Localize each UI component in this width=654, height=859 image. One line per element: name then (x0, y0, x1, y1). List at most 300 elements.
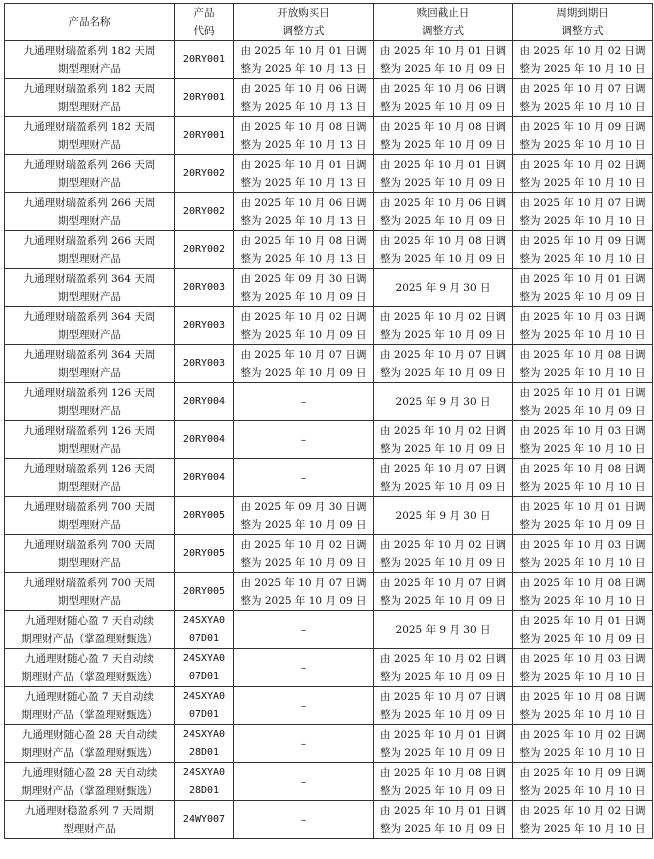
cell-maturity (513, 345, 653, 383)
cell-product-name (5, 573, 175, 611)
cell-product-code (175, 117, 234, 155)
table-row (5, 79, 653, 117)
cell-maturity-line: 整为 2025 年 10 月 10 日 (519, 442, 646, 455)
cell-redemption-cutoff-line: 由 2025 年 10 月 01 日调 (380, 804, 506, 817)
cell-product-code (175, 345, 234, 383)
cell-product-code (175, 611, 234, 649)
cell-maturity-line: 由 2025 年 10 月 02 日调 (519, 44, 646, 57)
cell-product-code (175, 421, 234, 459)
cell-product-name-line: 期型理财产品 (58, 480, 121, 493)
cell-maturity-line: 整为 2025 年 10 月 10 日 (519, 708, 646, 721)
cell-redemption-cutoff (374, 231, 513, 269)
cell-product-name-line: 九通理财瑞盈系列 182 天周 (23, 82, 156, 95)
cell-product-code-line: 20RY005 (182, 585, 226, 597)
cell-product-name-line: 九通理财随心盈 28 天自动续 (21, 766, 158, 779)
header-product-name: 产品名称 (5, 4, 175, 41)
cell-redemption-cutoff (374, 687, 513, 725)
cell-open-purchase (234, 307, 374, 345)
cell-open-purchase (234, 193, 374, 231)
cell-open-purchase (234, 345, 374, 383)
cell-redemption-cutoff-line: 由 2025 年 10 月 08 日调 (380, 766, 506, 779)
cell-product-code-line: 20RY002 (182, 205, 226, 217)
cell-open-purchase-line: – (300, 699, 307, 712)
cell-maturity-line: 由 2025 年 10 月 01 日调 (519, 386, 646, 399)
cell-product-code-line: 24SXYA0 (182, 690, 226, 702)
cell-redemption-cutoff-line: 由 2025 年 10 月 07 日调 (380, 576, 506, 589)
cell-redemption-cutoff-line: 整为 2025 年 10 月 09 日 (380, 100, 506, 113)
cell-maturity-line: 由 2025 年 10 月 08 日调 (519, 690, 646, 703)
cell-redemption-cutoff-line: 整为 2025 年 10 月 09 日 (380, 556, 506, 569)
cell-product-name (5, 41, 175, 79)
cell-open-purchase (234, 611, 374, 649)
cell-redemption-cutoff (374, 801, 513, 839)
cell-redemption-cutoff (374, 421, 513, 459)
cell-open-purchase-line: 整为 2025 年 10 月 13 日 (240, 176, 367, 189)
cell-open-purchase (234, 269, 374, 307)
cell-redemption-cutoff-line: 由 2025 年 10 月 07 日调 (380, 348, 506, 361)
cell-maturity-line: 由 2025 年 10 月 08 日调 (519, 348, 646, 361)
cell-product-name-line: 九通理财瑞盈系列 266 天周 (23, 196, 156, 209)
cell-open-purchase (234, 41, 374, 79)
cell-open-purchase-line: – (300, 661, 307, 674)
cell-open-purchase-line: – (300, 623, 307, 636)
cell-open-purchase-line: 由 2025 年 10 月 01 日调 (240, 158, 367, 171)
cell-open-purchase (234, 535, 374, 573)
table-row (5, 155, 653, 193)
cell-product-name-line: 期型理财产品 (58, 328, 121, 341)
table-row (5, 307, 653, 345)
cell-redemption-cutoff (374, 763, 513, 801)
cell-product-name (5, 649, 175, 687)
cell-product-name-line: 期型理财产品 (58, 214, 121, 227)
cell-product-name (5, 307, 175, 345)
cell-maturity (513, 649, 653, 687)
cell-product-code (175, 573, 234, 611)
cell-redemption-cutoff-line: 整为 2025 年 10 月 09 日 (380, 746, 506, 759)
cell-product-code-line: 24SXYA0 (182, 728, 226, 740)
cell-product-code (175, 763, 234, 801)
cell-product-code-line: 20RY002 (182, 243, 226, 255)
cell-open-purchase (234, 687, 374, 725)
cell-redemption-cutoff-line: 由 2025 年 10 月 02 日调 (380, 424, 506, 437)
cell-maturity (513, 155, 653, 193)
cell-maturity-line: 由 2025 年 10 月 02 日调 (519, 728, 646, 741)
cell-maturity-line: 由 2025 年 10 月 08 日调 (519, 462, 646, 475)
cell-product-name-line: 九通理财瑞盈系列 364 天周 (23, 310, 156, 323)
cell-open-purchase-line: 由 2025 年 10 月 07 日调 (240, 576, 367, 589)
cell-product-name-line: 九通理财瑞盈系列 700 天周 (23, 500, 156, 513)
cell-maturity (513, 801, 653, 839)
cell-product-name (5, 801, 175, 839)
cell-maturity-line: 由 2025 年 10 月 01 日调 (519, 272, 646, 285)
cell-product-name (5, 763, 175, 801)
cell-redemption-cutoff-line: 整为 2025 年 10 月 09 日 (380, 138, 506, 151)
cell-open-purchase-line: 整为 2025 年 10 月 09 日 (240, 518, 367, 531)
cell-maturity (513, 269, 653, 307)
cell-maturity (513, 41, 653, 79)
cell-product-name-line: 期理财产品（掌盈理财甄选） (21, 746, 158, 759)
cell-product-name-line: 九通理财瑞盈系列 700 天周 (23, 538, 156, 551)
cell-redemption-cutoff (374, 649, 513, 687)
table-row (5, 649, 653, 687)
table-row (5, 497, 653, 535)
cell-maturity-line: 由 2025 年 10 月 02 日调 (519, 158, 646, 171)
cell-maturity-line: 由 2025 年 10 月 02 日调 (519, 804, 646, 817)
cell-maturity-line: 由 2025 年 10 月 08 日调 (519, 576, 646, 589)
cell-redemption-cutoff-line: 由 2025 年 10 月 07 日调 (380, 462, 506, 475)
cell-maturity (513, 117, 653, 155)
cell-redemption-cutoff-line: 由 2025 年 10 月 07 日调 (380, 690, 506, 703)
table-row (5, 687, 653, 725)
cell-product-name-line: 九通理财随心盈 28 天自动续 (21, 728, 158, 741)
cell-product-code (175, 79, 234, 117)
cell-product-name (5, 79, 175, 117)
cell-product-name-line: 九通理财瑞盈系列 364 天周 (23, 348, 156, 361)
cell-redemption-cutoff-line: 由 2025 年 10 月 06 日调 (380, 82, 506, 95)
cell-product-code-line: 20RY003 (182, 357, 226, 369)
cell-product-name-line: 期型理财产品 (58, 252, 121, 265)
cell-product-name (5, 459, 175, 497)
cell-open-purchase-line: – (300, 813, 307, 826)
cell-product-name (5, 421, 175, 459)
table-row (5, 41, 653, 79)
cell-maturity-line: 整为 2025 年 10 月 10 日 (519, 556, 646, 569)
cell-open-purchase-line: 整为 2025 年 10 月 13 日 (240, 100, 367, 113)
cell-open-purchase (234, 117, 374, 155)
cell-product-code (175, 41, 234, 79)
cell-product-code (175, 193, 234, 231)
cell-open-purchase-line: 整为 2025 年 10 月 09 日 (240, 556, 367, 569)
cell-open-purchase-line: 整为 2025 年 10 月 13 日 (240, 138, 367, 151)
cell-product-name-line: 期理财产品（掌盈理财甄选） (21, 632, 158, 645)
cell-redemption-cutoff (374, 269, 513, 307)
cell-redemption-cutoff (374, 155, 513, 193)
cell-open-purchase-line: 由 2025 年 09 月 30 日调 (240, 500, 367, 513)
cell-maturity-line: 整为 2025 年 10 月 09 日 (519, 290, 646, 303)
cell-product-code-line: 20RY004 (182, 395, 226, 407)
cell-product-name-line: 九通理财稳盈系列 7 天周期 (25, 804, 154, 817)
cell-open-purchase-line: – (300, 395, 307, 408)
cell-product-code-line: 28D01 (188, 746, 220, 758)
cell-redemption-cutoff-line: 由 2025 年 10 月 02 日调 (380, 310, 506, 323)
cell-product-code-line: 24SXYA0 (182, 652, 226, 664)
cell-open-purchase-line: 由 2025 年 10 月 07 日调 (240, 348, 367, 361)
cell-maturity-line: 整为 2025 年 10 月 10 日 (519, 822, 646, 835)
cell-redemption-cutoff (374, 117, 513, 155)
cell-open-purchase-line: 整为 2025 年 10 月 09 日 (240, 290, 367, 303)
cell-product-name (5, 269, 175, 307)
cell-open-purchase-line: 整为 2025 年 10 月 13 日 (240, 252, 367, 265)
cell-product-name (5, 345, 175, 383)
cell-product-name-line: 九通理财瑞盈系列 266 天周 (23, 158, 156, 171)
cell-open-purchase (234, 421, 374, 459)
cell-redemption-cutoff (374, 193, 513, 231)
cell-open-purchase (234, 155, 374, 193)
cell-product-name-line: 期型理财产品 (58, 518, 121, 531)
cell-product-name-line: 九通理财瑞盈系列 126 天周 (23, 424, 156, 437)
cell-product-code-line: 20RY001 (182, 129, 226, 141)
table-row (5, 459, 653, 497)
cell-open-purchase (234, 763, 374, 801)
header-redemption-cutoff: 赎回截止日 调整方式 (374, 4, 513, 41)
cell-product-code-line: 07D01 (188, 632, 220, 644)
cell-open-purchase-line: 整为 2025 年 10 月 09 日 (240, 328, 367, 341)
cell-maturity-line: 整为 2025 年 10 月 10 日 (519, 746, 646, 759)
cell-maturity-line: 由 2025 年 10 月 09 日调 (519, 120, 646, 133)
cell-redemption-cutoff (374, 497, 513, 535)
cell-redemption-cutoff-line: 2025 年 9 月 30 日 (395, 281, 491, 294)
cell-product-code-line: 20RY003 (182, 281, 226, 293)
header-row (5, 4, 653, 41)
cell-product-name-line: 九通理财瑞盈系列 364 天周 (23, 272, 156, 285)
cell-open-purchase (234, 383, 374, 421)
cell-maturity-line: 整为 2025 年 10 月 10 日 (519, 784, 646, 797)
cell-open-purchase-line: 由 2025 年 10 月 08 日调 (240, 120, 367, 133)
cell-product-code-line: 24WY007 (182, 813, 226, 825)
cell-maturity (513, 687, 653, 725)
cell-open-purchase-line: – (300, 775, 307, 788)
cell-open-purchase (234, 459, 374, 497)
table-row (5, 117, 653, 155)
cell-maturity-line: 由 2025 年 10 月 03 日调 (519, 652, 646, 665)
cell-open-purchase (234, 801, 374, 839)
cell-redemption-cutoff (374, 611, 513, 649)
cell-redemption-cutoff-line: 整为 2025 年 10 月 09 日 (380, 822, 506, 835)
cell-product-code-line: 20RY002 (182, 167, 226, 179)
cell-maturity-line: 整为 2025 年 10 月 10 日 (519, 328, 646, 341)
cell-maturity-line: 整为 2025 年 10 月 10 日 (519, 594, 646, 607)
table-row (5, 231, 653, 269)
cell-redemption-cutoff (374, 535, 513, 573)
cell-product-name (5, 193, 175, 231)
cell-maturity-line: 整为 2025 年 10 月 10 日 (519, 480, 646, 493)
cell-redemption-cutoff (374, 41, 513, 79)
header-product-code: 产品 代码 (175, 4, 234, 41)
cell-product-code-line: 28D01 (188, 784, 220, 796)
cell-maturity-line: 整为 2025 年 10 月 10 日 (519, 252, 646, 265)
cell-product-code (175, 535, 234, 573)
cell-maturity (513, 535, 653, 573)
cell-redemption-cutoff (374, 383, 513, 421)
cell-product-code-line: 20RY004 (182, 471, 226, 483)
cell-open-purchase (234, 573, 374, 611)
cell-redemption-cutoff-line: 整为 2025 年 10 月 09 日 (380, 442, 506, 455)
cell-redemption-cutoff-line: 整为 2025 年 10 月 09 日 (380, 214, 506, 227)
cell-open-purchase (234, 79, 374, 117)
cell-redemption-cutoff-line: 由 2025 年 10 月 06 日调 (380, 196, 506, 209)
cell-product-name-line: 期型理财产品 (58, 366, 121, 379)
cell-product-code (175, 459, 234, 497)
cell-maturity-line: 由 2025 年 10 月 03 日调 (519, 538, 646, 551)
cell-redemption-cutoff (374, 79, 513, 117)
cell-redemption-cutoff-line: 由 2025 年 10 月 01 日调 (380, 44, 506, 57)
cell-open-purchase (234, 497, 374, 535)
table-row (5, 269, 653, 307)
cell-maturity (513, 193, 653, 231)
cell-product-code (175, 497, 234, 535)
cell-product-name-line: 期型理财产品 (58, 100, 121, 113)
cell-open-purchase-line: – (300, 433, 307, 446)
cell-product-name (5, 231, 175, 269)
cell-product-name-line: 九通理财瑞盈系列 182 天周 (23, 44, 156, 57)
cell-open-purchase-line: 由 2025 年 10 月 02 日调 (240, 310, 367, 323)
cell-maturity-line: 由 2025 年 10 月 03 日调 (519, 424, 646, 437)
header-maturity: 周期到期日 调整方式 (513, 4, 653, 41)
cell-maturity-line: 整为 2025 年 10 月 10 日 (519, 670, 646, 683)
cell-open-purchase (234, 649, 374, 687)
cell-redemption-cutoff (374, 345, 513, 383)
cell-open-purchase (234, 231, 374, 269)
table-row (5, 193, 653, 231)
cell-product-code-line: 07D01 (188, 708, 220, 720)
cell-maturity (513, 383, 653, 421)
cell-product-code (175, 155, 234, 193)
cell-open-purchase-line: 由 2025 年 10 月 06 日调 (240, 196, 367, 209)
cell-product-code-line: 07D01 (188, 670, 220, 682)
cell-product-name-line: 期型理财产品 (58, 138, 121, 151)
cell-maturity-line: 整为 2025 年 10 月 10 日 (519, 138, 646, 151)
cell-redemption-cutoff-line: 整为 2025 年 10 月 09 日 (380, 366, 506, 379)
cell-maturity (513, 421, 653, 459)
cell-product-name (5, 155, 175, 193)
cell-maturity (513, 231, 653, 269)
cell-product-name-line: 九通理财随心盈 7 天自动续 (25, 652, 154, 665)
cell-product-name (5, 611, 175, 649)
cell-redemption-cutoff-line: 整为 2025 年 10 月 09 日 (380, 594, 506, 607)
cell-product-name-line: 期理财产品（掌盈理财甄选） (21, 708, 158, 721)
cell-product-code (175, 687, 234, 725)
cell-redemption-cutoff-line: 整为 2025 年 10 月 09 日 (380, 176, 506, 189)
cell-maturity-line: 由 2025 年 10 月 09 日调 (519, 234, 646, 247)
cell-maturity-line: 由 2025 年 10 月 07 日调 (519, 196, 646, 209)
cell-open-purchase-line: 由 2025 年 10 月 02 日调 (240, 538, 367, 551)
cell-product-code-line: 20RY003 (182, 319, 226, 331)
cell-redemption-cutoff-line: 整为 2025 年 10 月 09 日 (380, 480, 506, 493)
cell-maturity-line: 由 2025 年 10 月 07 日调 (519, 82, 646, 95)
cell-maturity-line: 由 2025 年 10 月 01 日调 (519, 614, 646, 627)
table-row (5, 801, 653, 839)
table-row (5, 383, 653, 421)
table-row (5, 345, 653, 383)
cell-product-code-line: 20RY005 (182, 509, 226, 521)
cell-maturity (513, 725, 653, 763)
cell-maturity (513, 459, 653, 497)
cell-redemption-cutoff-line: 2025 年 9 月 30 日 (395, 395, 491, 408)
cell-product-code (175, 307, 234, 345)
cell-product-name-line: 九通理财瑞盈系列 126 天周 (23, 462, 156, 475)
cell-product-code-line: 20RY004 (182, 433, 226, 445)
cell-redemption-cutoff-line: 整为 2025 年 10 月 09 日 (380, 252, 506, 265)
cell-product-name-line: 期型理财产品 (58, 404, 121, 417)
cell-maturity (513, 763, 653, 801)
cell-maturity-line: 由 2025 年 10 月 03 日调 (519, 310, 646, 323)
cell-open-purchase-line: – (300, 737, 307, 750)
cell-maturity (513, 79, 653, 117)
cell-maturity-line: 整为 2025 年 10 月 10 日 (519, 100, 646, 113)
cell-open-purchase-line: 整为 2025 年 10 月 13 日 (240, 214, 367, 227)
cell-redemption-cutoff-line: 由 2025 年 10 月 02 日调 (380, 652, 506, 665)
cell-redemption-cutoff-line: 2025 年 9 月 30 日 (395, 623, 491, 636)
cell-product-code (175, 269, 234, 307)
cell-redemption-cutoff-line: 2025 年 9 月 30 日 (395, 509, 491, 522)
cell-maturity-line: 整为 2025 年 10 月 10 日 (519, 366, 646, 379)
cell-product-code-line: 20RY001 (182, 91, 226, 103)
cell-product-name-line: 九通理财瑞盈系列 700 天周 (23, 576, 156, 589)
cell-maturity-line: 整为 2025 年 10 月 09 日 (519, 404, 646, 417)
table-row (5, 763, 653, 801)
table-row (5, 535, 653, 573)
cell-product-name-line: 期型理财产品 (58, 556, 121, 569)
cell-redemption-cutoff-line: 由 2025 年 10 月 02 日调 (380, 538, 506, 551)
cell-maturity-line: 由 2025 年 10 月 01 日调 (519, 500, 646, 513)
cell-product-code-line: 24SXYA0 (182, 766, 226, 778)
cell-redemption-cutoff-line: 由 2025 年 10 月 08 日调 (380, 234, 506, 247)
cell-open-purchase-line: 整为 2025 年 10 月 09 日 (240, 366, 367, 379)
cell-maturity-line: 整为 2025 年 10 月 10 日 (519, 176, 646, 189)
cell-redemption-cutoff-line: 整为 2025 年 10 月 09 日 (380, 784, 506, 797)
cell-product-name (5, 117, 175, 155)
cell-product-name-line: 期型理财产品 (58, 176, 121, 189)
cell-redemption-cutoff-line: 由 2025 年 10 月 01 日调 (380, 158, 506, 171)
header-open-purchase: 开放购买日 调整方式 (234, 4, 374, 41)
cell-maturity (513, 573, 653, 611)
cell-product-name-line: 期型理财产品 (58, 62, 121, 75)
cell-open-purchase-line: 由 2025 年 09 月 30 日调 (240, 272, 367, 285)
cell-open-purchase-line: 由 2025 年 10 月 01 日调 (240, 44, 367, 57)
cell-open-purchase (234, 725, 374, 763)
cell-product-name-line: 期型理财产品 (58, 290, 121, 303)
cell-redemption-cutoff-line: 由 2025 年 10 月 08 日调 (380, 120, 506, 133)
table-row (5, 573, 653, 611)
cell-product-name (5, 725, 175, 763)
cell-redemption-cutoff-line: 整为 2025 年 10 月 09 日 (380, 328, 506, 341)
date-adjustment-table (4, 3, 653, 839)
cell-product-name (5, 497, 175, 535)
cell-product-name (5, 535, 175, 573)
cell-product-name (5, 687, 175, 725)
cell-product-name-line: 九通理财随心盈 7 天自动续 (25, 690, 154, 703)
cell-redemption-cutoff (374, 725, 513, 763)
cell-product-code (175, 231, 234, 269)
cell-maturity (513, 307, 653, 345)
cell-maturity-line: 由 2025 年 10 月 09 日调 (519, 766, 646, 779)
cell-product-code (175, 725, 234, 763)
cell-maturity-line: 整为 2025 年 10 月 09 日 (519, 632, 646, 645)
cell-product-name-line: 期理财产品（掌盈理财甄选） (21, 670, 158, 683)
cell-product-name-line: 九通理财瑞盈系列 182 天周 (23, 120, 156, 133)
table-row (5, 611, 653, 649)
cell-open-purchase-line: 整为 2025 年 10 月 09 日 (240, 594, 367, 607)
cell-product-name-line: 期理财产品（掌盈理财甄选） (21, 784, 158, 797)
cell-product-name-line: 九通理财瑞盈系列 266 天周 (23, 234, 156, 247)
cell-redemption-cutoff-line: 整为 2025 年 10 月 09 日 (380, 708, 506, 721)
table-row (5, 421, 653, 459)
cell-open-purchase-line: 整为 2025 年 10 月 13 日 (240, 62, 367, 75)
cell-maturity-line: 整为 2025 年 10 月 10 日 (519, 214, 646, 227)
cell-open-purchase-line: 由 2025 年 10 月 06 日调 (240, 82, 367, 95)
cell-maturity (513, 611, 653, 649)
cell-product-name-line: 期型理财产品 (58, 442, 121, 455)
cell-product-name-line: 九通理财随心盈 7 天自动续 (25, 614, 154, 627)
cell-maturity-line: 整为 2025 年 10 月 09 日 (519, 518, 646, 531)
cell-redemption-cutoff (374, 459, 513, 497)
cell-product-code-line: 24SXYA0 (182, 614, 226, 626)
cell-maturity-line: 整为 2025 年 10 月 10 日 (519, 62, 646, 75)
cell-product-name-line: 型理财产品 (63, 822, 116, 835)
cell-redemption-cutoff-line: 整为 2025 年 10 月 09 日 (380, 62, 506, 75)
cell-product-code (175, 649, 234, 687)
cell-product-code-line: 20RY001 (182, 53, 226, 65)
